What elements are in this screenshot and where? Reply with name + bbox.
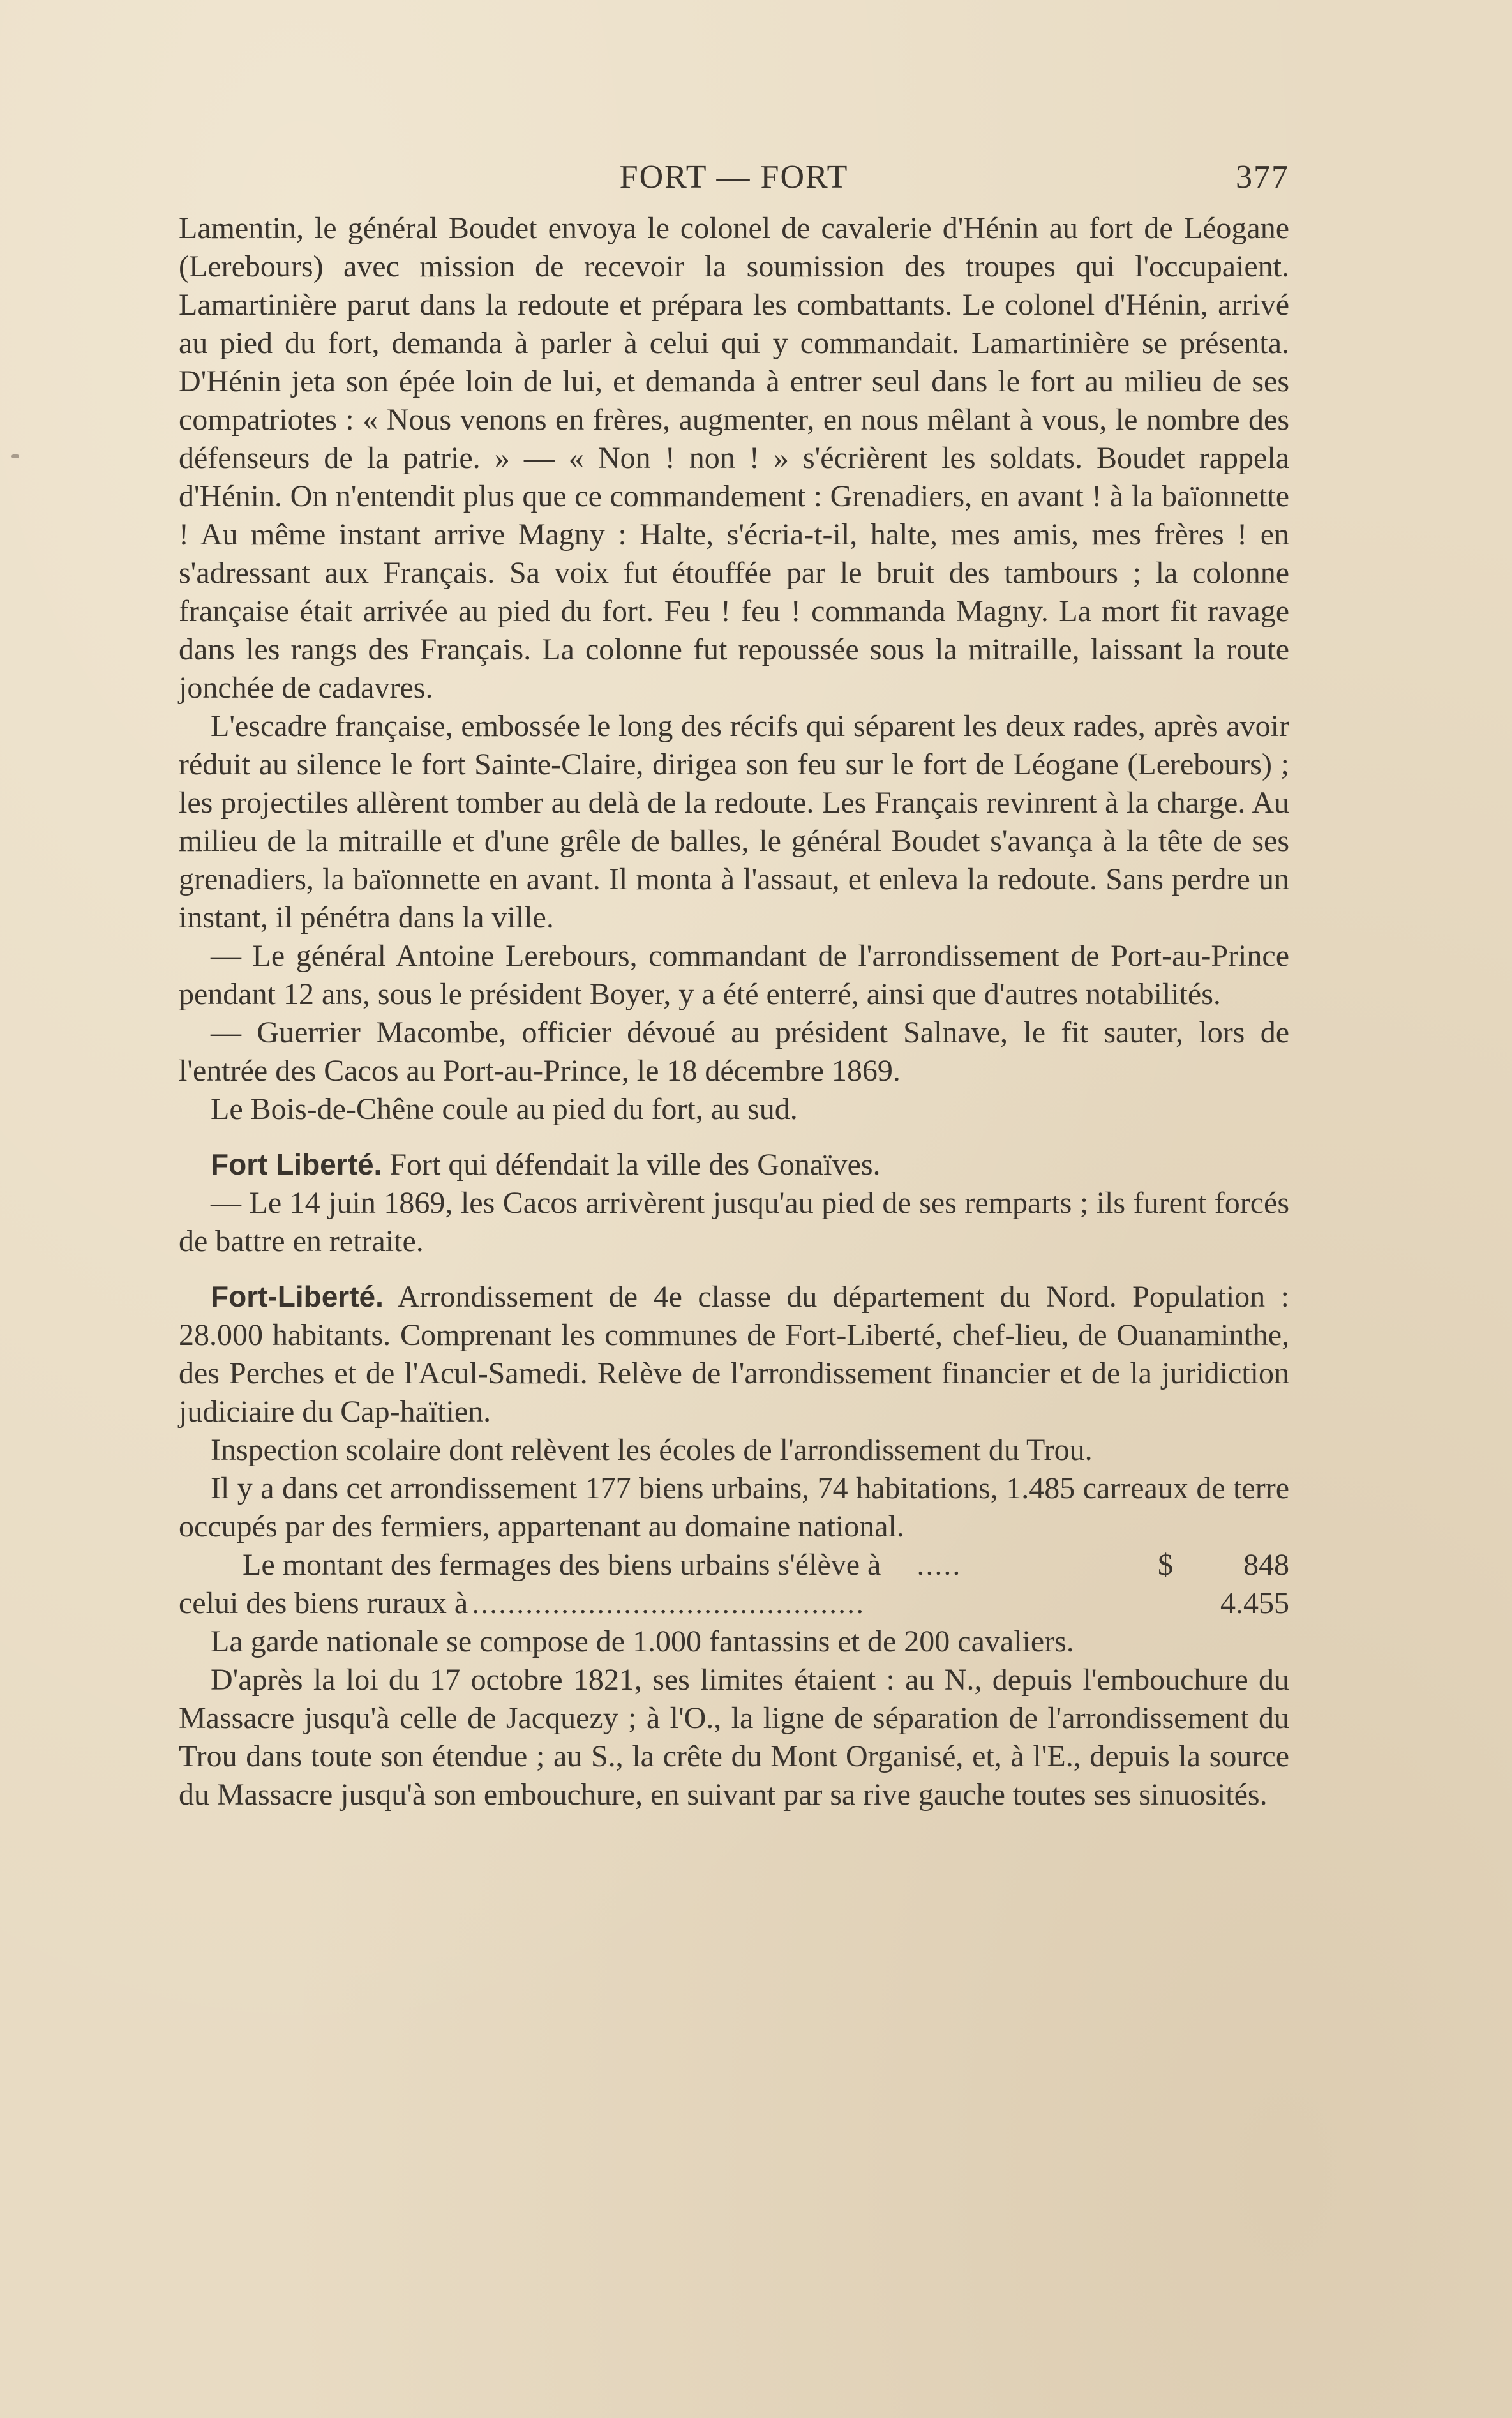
paragraph-limites: D'après la loi du 17 octobre 1821, ses limites étaient : au N., depuis l'embouchure du Massacre jusqu'à celle de Jacquezy ; à l'O., la ligne de séparation de l'arrondissement du Trou dans toute son étendue ; au S., la crête du Mont Organisé, et, à l'E., depuis la source du Massacre jusqu'à son embouchure, en suivant par sa rive gauche toutes ses sinuosités.: [179, 1663, 1289, 1812]
page-number: 377: [1236, 159, 1289, 195]
rent-urban-value: 848: [1243, 1548, 1289, 1582]
rent-rural-label: celui des biens ruraux à: [179, 1586, 468, 1620]
paragraph-lamentin: Lamentin, le général Boudet envoya le colonel de cavalerie d'Hénin au fort de Léogane (Lerebours) avec mission de recevoir la soumission des troupes qui l'occupaient. Lamartinière parut dans la redoute et prépara les combattants. Le colonel d'Hénin, arrivé au pied du fort, demanda à parler à celui qui y commandait. Lamartinière se présenta. D'Hénin jeta son épée loin de lui, et demanda à entrer seul dans le fort au milieu de ses compatriotes : « Nous venons en frères, augmenter, en nous mêlant à vous, le nombre des défenseurs de la patrie. » — « Non ! non ! » s'écrièrent les soldats. Boudet rappela d'Hénin. On n'entendit plus que ce commandement : Grenadiers, en avant ! à la baïonnette ! Au même instant arrive Magny : Halte, s'écria-t-il, halte, mes amis, mes frères ! en s'adressant aux Français. Sa voix fut étouffée par le bruit des tambours ; la colonne française était arrivée au pied du fort. Feu ! feu ! commanda Magny. La mort fit ravage dans les rangs des Français. La colonne fut repoussée sous la mitraille, laissant la route jonchée de cadavres.: [179, 211, 1289, 705]
margin-mark: [11, 454, 19, 458]
page-content: [179, 158, 1289, 1814]
rent-urban-label: Le montant des fermages des biens urbains s'élève à: [243, 1548, 881, 1582]
leader-dots: .....: [917, 1548, 962, 1582]
paragraph-bois-de-chene: Le Bois-de-Chêne coule au pied du fort, au sud.: [211, 1092, 798, 1126]
paragraph-inspection-scolaire: Inspection scolaire dont relèvent les écoles de l'arrondissement du Trou.: [211, 1433, 1093, 1467]
currency-symbol: $: [1158, 1548, 1173, 1582]
leader-dots: ............................................: [472, 1586, 865, 1620]
page-header: [179, 158, 1289, 209]
paragraph-garde-nationale: La garde nationale se compose de 1.000 fantassins et de 200 cavaliers.: [211, 1625, 1074, 1658]
paragraph-lerebours: — Le général Antoine Lerebours, commandant de l'arrondissement de Port-au-Prince pendant 12 ans, sous le président Boyer, y a été enterré, ainsi que d'autres notabilités.: [179, 939, 1289, 1011]
rent-rural-row: [179, 1584, 1289, 1623]
entry-fort-liberte-gonaives: [179, 1145, 1289, 1184]
entry-text: Fort qui défendait la ville des Gonaïves.: [382, 1148, 881, 1182]
rent-urban-row: [179, 1546, 1289, 1584]
running-title: FORT — FORT: [619, 159, 849, 195]
entry-fort-liberte-arrondissement: [179, 1277, 1289, 1431]
rent-rural-value: 4.455: [1220, 1586, 1289, 1620]
entry-text: Arrondissement de 4e classe du département du Nord. Population : 28.000 habitants. Comprenant les communes de Fort-Liberté, chef-lieu, de Ouanaminthe, des Perches et de l'Acul-Samedi. Relève de l'arrondissement financier et de la juridiction judiciaire du Cap-haïtien.: [179, 1280, 1289, 1429]
paragraph-escadre: L'escadre française, embossée le long des récifs qui séparent les deux rades, après avoir réduit au silence le fort Sainte-Claire, dirigea son feu sur le fort de Léogane (Lerebours) ; les projectiles allèrent tomber au delà de la redoute. Les Français revinrent à la charge. Au milieu de la mitraille et d'une grêle de balles, le général Boudet s'avança à la tête de ses grenadiers, la baïonnette en avant. Il monta à l'assaut, et enleva la redoute. Sans perdre un instant, il pénétra dans la ville.: [179, 709, 1289, 935]
entry-title: Fort-Liberté.: [211, 1280, 384, 1313]
paragraph-macombe: — Guerrier Macombe, officier dévoué au président Salnave, le fit sauter, lors de l'entrée des Cacos au Port-au-Prince, le 18 décembre 1869.: [179, 1016, 1289, 1088]
paragraph-biens: Il y a dans cet arrondissement 177 biens urbains, 74 habitations, 1.485 carreaux de terre occupés par des fermiers, appartenant au domaine national.: [179, 1471, 1289, 1543]
paragraph-cacos-1869: — Le 14 juin 1869, les Cacos arrivèrent jusqu'au pied de ses remparts ; ils furent forcés de battre en retraite.: [179, 1186, 1289, 1258]
entry-title: Fort Liberté.: [211, 1148, 382, 1181]
